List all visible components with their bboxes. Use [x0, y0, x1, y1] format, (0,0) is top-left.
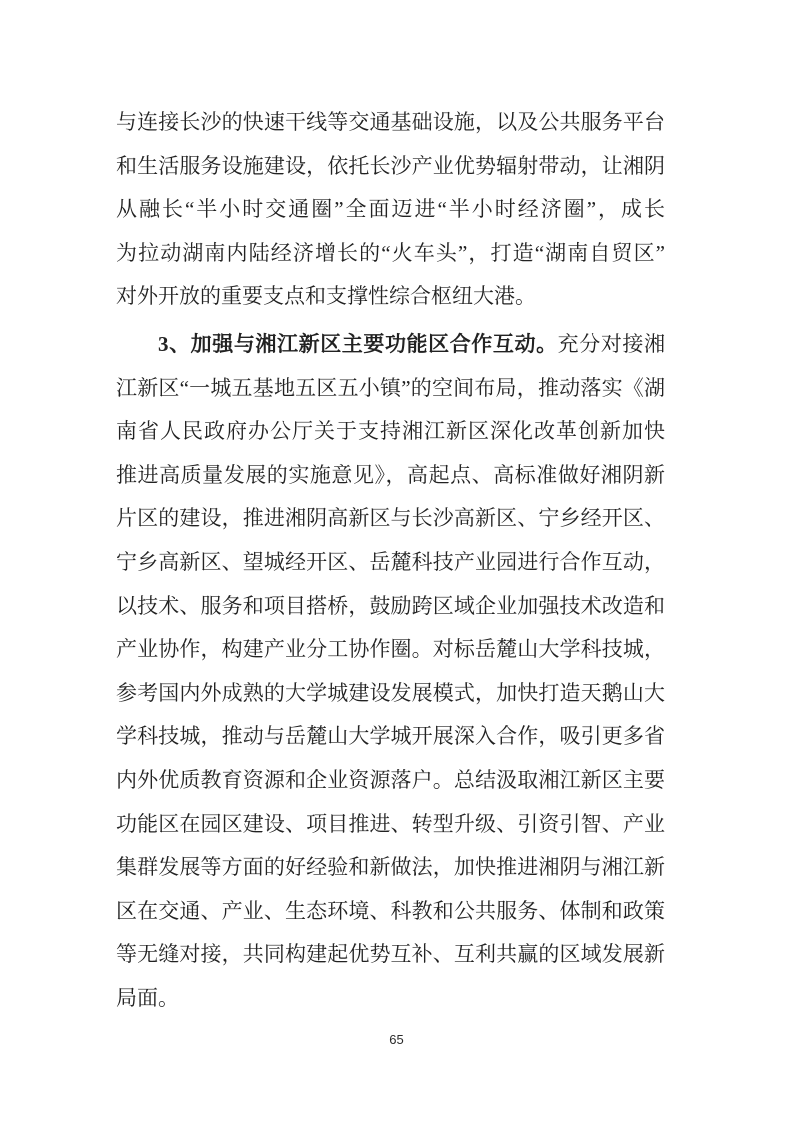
text-run: 集群发展等方面的好经验和新做法，加快推进湘阴与湘江新	[116, 855, 665, 880]
text-line	[116, 275, 665, 319]
text-run: 江新区“一城五基地五区五小镇”的空间布局，推动落实《湖	[116, 375, 665, 400]
text-line	[116, 323, 665, 367]
text-line	[116, 585, 665, 629]
page-footer	[0, 1032, 793, 1047]
text-line	[116, 715, 665, 759]
text-line	[116, 628, 665, 672]
text-line	[116, 145, 665, 189]
text-run: 与连接长沙的快速干线等交通基础设施，以及公共服务平台	[116, 110, 665, 134]
text-run: 片区的建设，推进湘阴高新区与长沙高新区、宁乡经开区、	[116, 506, 665, 531]
text-run: 充分对接湘	[557, 331, 666, 356]
text-line	[116, 803, 665, 847]
text-run: 和生活服务设施建设，依托长沙产业优势辐射带动，让湘阴	[116, 153, 665, 178]
text-run: 学科技城，推动与岳麓山大学城开展深入合作，吸引更多省	[116, 724, 665, 749]
text-run: 功能区在园区建设、项目推进、转型升级、引资引智、产业	[116, 811, 665, 836]
text-line	[116, 846, 665, 890]
text-run: 为拉动湖南内陆经济增长的“火车头”，打造“湖南自贸区”	[116, 240, 665, 265]
paragraph	[116, 323, 665, 1021]
text-line	[116, 367, 665, 411]
text-line	[116, 977, 665, 1021]
text-line	[116, 454, 665, 498]
text-run: 推进高质量发展的实施意见》，高起点、高标准做好湘阴新	[116, 462, 665, 487]
text-line	[116, 101, 665, 145]
text-line	[116, 410, 665, 454]
text-run: 对外开放的重要支点和支撑性综合枢纽大港。	[116, 284, 536, 309]
text-line	[116, 759, 665, 803]
text-line	[116, 541, 665, 585]
text-run: 从融长“半小时交通圈”全面迈进“半小时经济圈”，成长	[116, 197, 665, 222]
section-heading-run: 3、加强与湘江新区主要功能区合作互动。	[158, 331, 558, 356]
text-run: 产业协作，构建产业分工协作圈。对标岳麓山大学科技城，	[116, 637, 665, 662]
text-run: 等无缝对接，共同构建起优势互补、互利共赢的区域发展新	[116, 942, 665, 967]
text-run: 南省人民政府办公厅关于支持湘江新区深化改革创新加快	[116, 419, 665, 444]
text-run: 区在交通、产业、生态环境、科教和公共服务、体制和政策	[116, 898, 665, 923]
text-line	[116, 890, 665, 934]
text-run: 以技术、服务和项目搭桥，鼓励跨区域企业加强技术改造和	[116, 593, 665, 618]
paragraph	[116, 101, 665, 319]
text-line	[116, 497, 665, 541]
text-line	[116, 933, 665, 977]
page-number: 65	[389, 1032, 404, 1047]
text-line	[116, 232, 665, 276]
text-run: 宁乡高新区、望城经开区、岳麓科技产业园进行合作互动，	[116, 549, 665, 574]
text-run: 局面。	[116, 985, 179, 1010]
text-run: 内外优质教育资源和企业资源落户。总结汲取湘江新区主要	[116, 767, 665, 792]
text-run: 参考国内外成熟的大学城建设发展模式，加快打造天鹅山大	[116, 680, 665, 705]
body-text	[116, 101, 665, 1020]
text-line	[116, 188, 665, 232]
text-line	[116, 672, 665, 716]
